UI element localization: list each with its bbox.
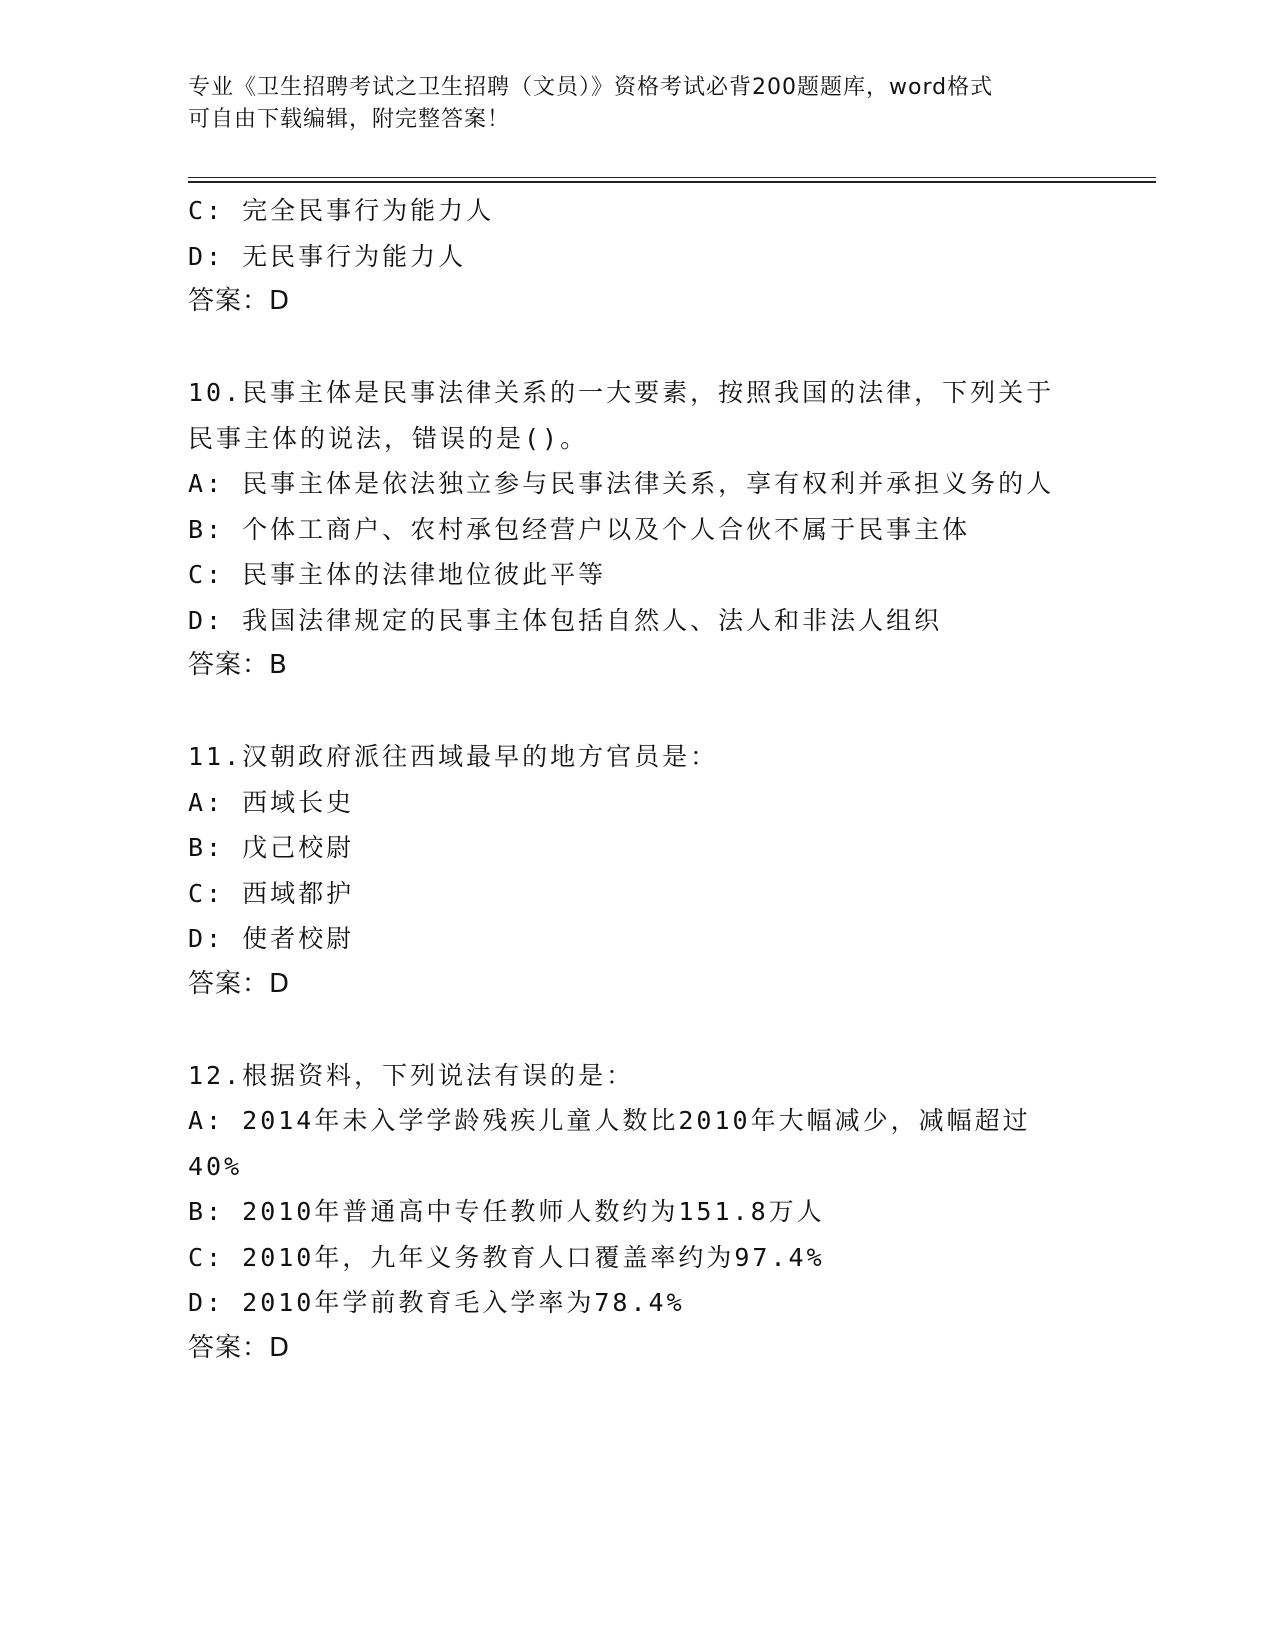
header-divider-thin [188,177,1156,178]
option-c: C: 完全民事行为能力人 [188,196,495,225]
option-d: D: 2010年学前教育毛入学率为78.4% [188,1288,685,1317]
answer-line: 答案：B [188,650,288,680]
header-line-2: 可自由下载编辑，附完整答案！ [188,107,511,132]
answer-line: 答案：D [188,286,291,316]
option-d: D: 使者校尉 [188,924,355,953]
header-line-1: 专业《卫生招聘考试之卫生招聘（文员）》资格考试必背200题题库，word格式 [188,75,994,100]
question-list [188,188,1088,1371]
option-a-continued: 40% [188,1151,243,1181]
question-stem: 10.民事主体是民事法律关系的一大要素，按照我国的法律，下列关于 [188,378,1055,407]
option-a: A: 2014年未入学学龄残疾儿童人数比2010年大幅减少，减幅超过 [188,1106,1031,1135]
answer-line: 答案：D [188,968,291,999]
question-stem: 11.汉朝政府派往西域最早的地方官员是： [188,742,719,771]
question-block [188,370,1088,689]
option-a: A: 民事主体是依法独立参与民事法律关系，享有权利并承担义务的人 [188,469,1055,498]
option-c: C: 2010年，九年义务教育人口覆盖率约为97.4% [188,1242,825,1272]
question-block [188,1053,1088,1372]
question-block [188,734,1088,1007]
option-c: C: 西域都护 [188,878,355,908]
option-b: B: 2010年普通高中专任教师人数约为151.8万人 [188,1197,825,1226]
question-stem: 民事主体的说法，错误的是()。 [188,423,589,453]
option-a: A: 西域长史 [188,787,355,817]
header-divider-thick [188,181,1156,183]
document-header [188,72,1068,136]
option-d: D: 我国法律规定的民事主体包括自然人、法人和非法人组织 [188,605,943,635]
option-b: B: 戊己校尉 [188,833,355,862]
question-block [188,188,1088,325]
answer-line: 答案：D [188,1332,291,1363]
option-d: D: 无民事行为能力人 [188,241,467,271]
question-stem: 12.根据资料，下列说法有误的是： [188,1060,635,1090]
option-c: C: 民事主体的法律地位彼此平等 [188,560,607,589]
option-b: B: 个体工商户、农村承包经营户以及个人合伙不属于民事主体 [188,514,971,544]
